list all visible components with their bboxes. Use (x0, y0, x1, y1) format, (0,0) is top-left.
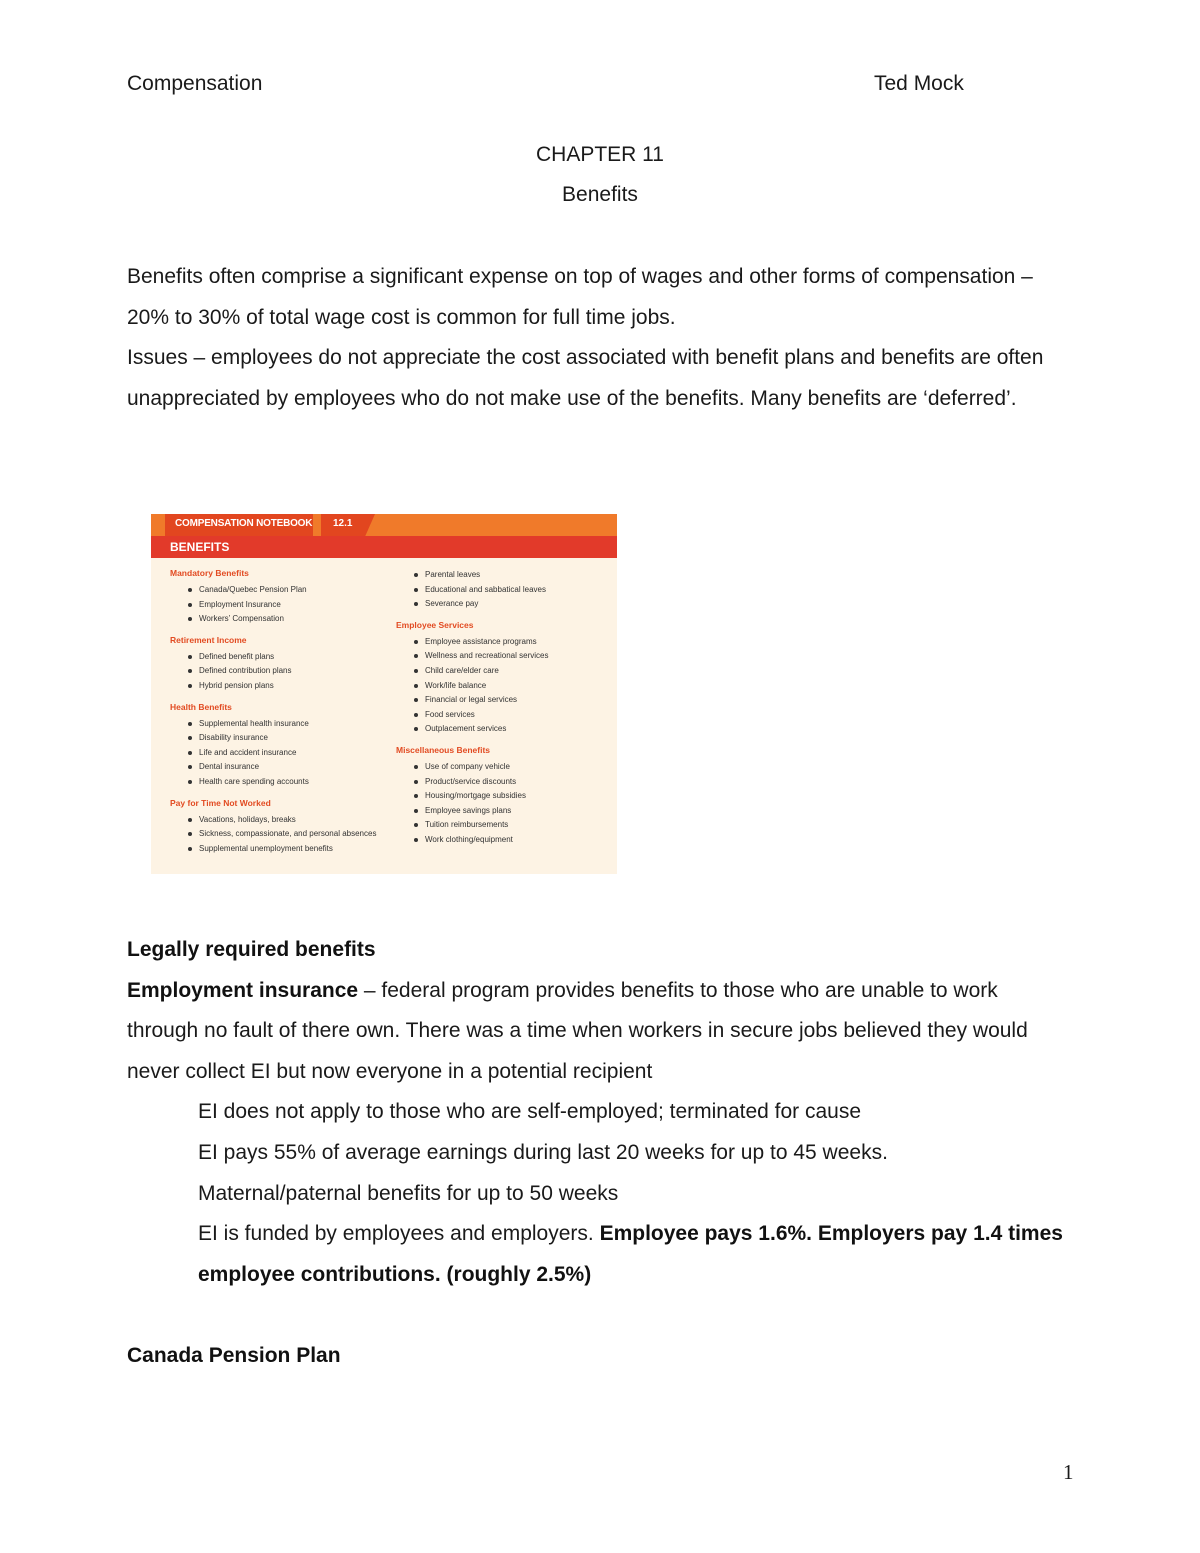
list-item: Employment Insurance (170, 598, 385, 613)
header-author: Ted Mock (874, 72, 964, 95)
list-item: Employee savings plans (396, 804, 611, 819)
list-item: Canada/Quebec Pension Plan (170, 583, 385, 598)
section-title: Mandatory Benefits (170, 568, 249, 578)
notebook-section (170, 635, 385, 694)
list-item: Work/life balance (396, 679, 611, 694)
chapter-subtitle: Benefits (562, 183, 638, 206)
list-item: Life and accident insurance (170, 746, 385, 761)
list-item: Parental leaves (396, 568, 611, 583)
ei-point-3: Maternal/paternal benefits for up to 50 weeks (198, 1181, 619, 1205)
notebook-section (170, 702, 385, 790)
section-title: Pay for Time Not Worked (170, 797, 271, 808)
spacer-line (127, 1295, 1072, 1336)
ei-text: – federal program provides benefits to those who are unable to work through no fault of there own. There was a time when workers in secure jobs believed they would never collect EI but now everyone in a potential recipient (127, 978, 1028, 1083)
compensation-notebook-figure (151, 514, 617, 874)
list-item: Dental insurance (170, 760, 385, 775)
header-left: Compensation (127, 72, 263, 95)
notebook-section (396, 620, 611, 737)
legal-benefits-section (127, 930, 1072, 1377)
section-heading (127, 930, 1072, 971)
list-item: Work clothing/equipment (396, 833, 611, 848)
list-item: Severance pay (396, 597, 611, 612)
funding-text: EI is funded by employees and employers. (198, 1222, 600, 1246)
section-list (170, 650, 385, 694)
section-title: Miscellaneous Benefits (396, 744, 491, 755)
section-title: Health Benefits (170, 701, 232, 712)
list-item: Housing/mortgage subsidies (396, 789, 611, 804)
section-title: Employee Services (396, 619, 474, 630)
list-item: Vacations, holidays, breaks (170, 813, 385, 828)
legal-heading: Legally required benefits (127, 938, 376, 961)
section-list (396, 760, 611, 848)
notebook-left-column (170, 568, 385, 864)
list-item: Workers’ Compensation (170, 612, 385, 627)
list-item: Employee assistance programs (396, 635, 611, 650)
list-item: Outplacement services (396, 722, 611, 737)
list-item: Supplemental unemployment benefits (170, 842, 385, 857)
list-item: Defined contribution plans (170, 664, 385, 679)
section-title: Retirement Income (170, 634, 247, 645)
ei-label: Employment insurance (127, 978, 359, 1002)
cpp-heading: Canada Pension Plan (127, 1343, 341, 1367)
list-item: Educational and sabbatical leaves (396, 583, 611, 598)
list-item: Food services (396, 708, 611, 723)
notebook-tag: COMPENSATION NOTEBOOK (175, 518, 313, 529)
list-item: Hybrid pension plans (170, 679, 385, 694)
list-item: Product/service discounts (396, 775, 611, 790)
ei-point-2: EI pays 55% of average earnings during last 20 weeks for up to 45 weeks. (198, 1140, 888, 1164)
funding-bold: Employee pays 1.6%. Employers pay 1.4 times employee contributions. (roughly 2.5%) (198, 1222, 1063, 1286)
cpp-heading-line (127, 1336, 1072, 1377)
list-item: Health care spending accounts (170, 775, 385, 790)
list-item: Disability insurance (170, 731, 385, 746)
ei-point-1: EI does not apply to those who are self-employed; terminated for cause (198, 1100, 862, 1124)
section-list (170, 717, 385, 790)
list-item: Sickness, compassionate, and personal absences (170, 827, 385, 842)
notebook-title: BENEFITS (170, 540, 230, 554)
list-item: Supplemental health insurance (170, 717, 385, 732)
section-list (170, 813, 385, 857)
notebook-section (396, 745, 611, 848)
ei-paragraph (127, 971, 1072, 1093)
intro-paragraph-2: Issues – employees do not appreciate the cost associated with benefit plans and benefits are often unappreciated by employees who do not make use of the benefits. Many benefits are ‘deferred’. (127, 346, 1044, 410)
notebook-section (170, 798, 385, 857)
list-item: Defined benefit plans (170, 650, 385, 665)
section-list (396, 568, 611, 612)
notebook-number: 12.1 (333, 518, 353, 529)
intro-section (127, 257, 1072, 419)
list-item: Child care/elder care (396, 664, 611, 679)
list-item: Tuition reimbursements (396, 818, 611, 833)
section-list (170, 583, 385, 627)
chapter-title: CHAPTER 11 (536, 143, 664, 166)
list-item: Wellness and recreational services (396, 649, 611, 664)
section-list (396, 635, 611, 737)
ei-funding (127, 1214, 1072, 1295)
intro-paragraph-1: Benefits often comprise a significant expense on top of wages and other forms of compensation – 20% to 30% of total wage cost is common for full time jobs. (127, 265, 1033, 329)
page-number: 1 (1063, 1460, 1074, 1484)
list-item: Use of company vehicle (396, 760, 611, 775)
list-item: Financial or legal services (396, 693, 611, 708)
notebook-right-column (396, 568, 611, 856)
notebook-section (170, 568, 385, 627)
